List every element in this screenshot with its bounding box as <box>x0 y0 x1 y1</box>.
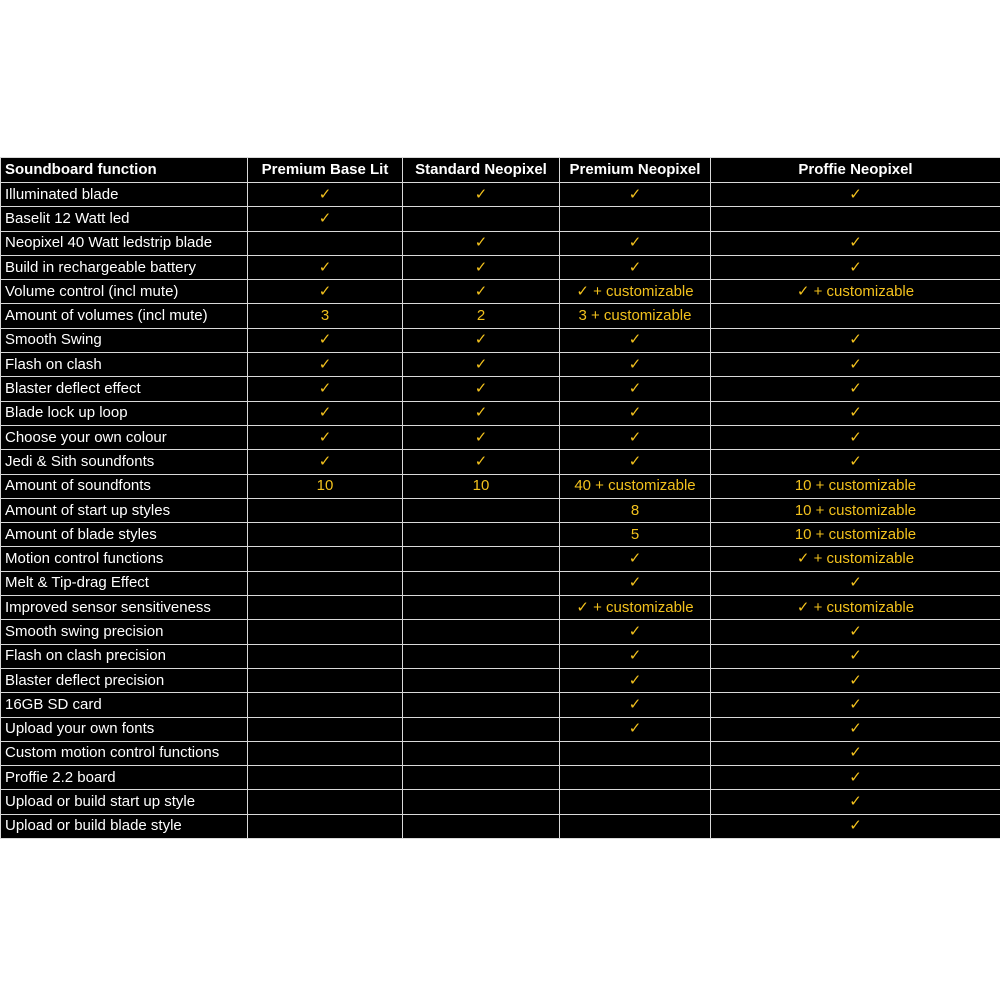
table-row <box>1 377 1000 401</box>
table-row <box>1 596 1000 620</box>
table-row <box>1 693 1000 717</box>
table-row <box>1 450 1000 474</box>
table-cell: 10 <box>248 474 403 498</box>
table-cell: ✓ <box>711 425 1000 449</box>
row-label: Blade lock up loop <box>1 401 248 425</box>
table-cell: ✓ <box>560 401 711 425</box>
table-cell: ✓ <box>403 183 560 207</box>
table-cell: ✓ <box>403 255 560 279</box>
row-label: Amount of soundfonts <box>1 474 248 498</box>
table-cell: ✓ <box>403 353 560 377</box>
table-cell <box>248 547 403 571</box>
table-cell: ✓ <box>560 255 711 279</box>
row-label: Melt & Tip-drag Effect <box>1 571 248 595</box>
table-cell: ✓ <box>403 450 560 474</box>
row-label: Illuminated blade <box>1 183 248 207</box>
table-cell: 3 + customizable <box>560 304 711 328</box>
table-cell <box>248 717 403 741</box>
table-row <box>1 717 1000 741</box>
table-cell: ✓ <box>560 353 711 377</box>
table-cell: ✓ + customizable <box>560 596 711 620</box>
table-cell: ✓ <box>711 328 1000 352</box>
table-cell: ✓ <box>560 450 711 474</box>
row-label: Improved sensor sensitiveness <box>1 596 248 620</box>
table-cell: ✓ <box>711 255 1000 279</box>
table-cell: ✓ <box>403 425 560 449</box>
table-cell: ✓ <box>248 401 403 425</box>
table-cell: ✓ <box>711 620 1000 644</box>
table-cell <box>403 668 560 692</box>
table-cell: ✓ <box>560 644 711 668</box>
row-label: Jedi & Sith soundfonts <box>1 450 248 474</box>
table-cell <box>560 741 711 765</box>
table-row <box>1 790 1000 814</box>
table-cell: ✓ <box>711 668 1000 692</box>
row-label: Flash on clash precision <box>1 644 248 668</box>
table-row <box>1 353 1000 377</box>
table-cell: ✓ <box>403 401 560 425</box>
table-cell: ✓ <box>560 620 711 644</box>
row-label: Choose your own colour <box>1 425 248 449</box>
table-cell: ✓ <box>248 255 403 279</box>
table-cell <box>248 596 403 620</box>
table-cell: ✓ <box>711 353 1000 377</box>
table-row <box>1 255 1000 279</box>
table-cell: ✓ <box>560 693 711 717</box>
row-label: Amount of blade styles <box>1 523 248 547</box>
table-cell: ✓ + customizable <box>711 596 1000 620</box>
table-cell: ✓ <box>560 668 711 692</box>
comparison-table-container <box>0 157 1000 839</box>
table-row <box>1 474 1000 498</box>
table-cell <box>403 814 560 838</box>
row-label: Upload your own fonts <box>1 717 248 741</box>
table-cell: ✓ <box>248 450 403 474</box>
column-header-function: Soundboard function <box>1 158 248 183</box>
table-cell: ✓ <box>711 693 1000 717</box>
table-cell <box>560 207 711 231</box>
table-cell <box>248 620 403 644</box>
column-header-2: Standard Neopixel <box>403 158 560 183</box>
row-label: Proffie 2.2 board <box>1 766 248 790</box>
table-cell: 10 + customizable <box>711 523 1000 547</box>
table-cell: ✓ <box>711 377 1000 401</box>
table-cell <box>403 644 560 668</box>
table-cell <box>403 766 560 790</box>
table-row <box>1 425 1000 449</box>
table-cell: ✓ <box>248 425 403 449</box>
table-cell <box>248 668 403 692</box>
table-cell <box>403 790 560 814</box>
table-row <box>1 766 1000 790</box>
table-cell: 3 <box>248 304 403 328</box>
table-cell <box>248 790 403 814</box>
table-cell <box>403 717 560 741</box>
row-label: Amount of start up styles <box>1 498 248 522</box>
table-cell <box>403 620 560 644</box>
table-cell <box>403 547 560 571</box>
table-cell <box>248 766 403 790</box>
table-cell <box>403 498 560 522</box>
table-cell: ✓ <box>560 547 711 571</box>
table-row <box>1 328 1000 352</box>
table-cell: ✓ <box>560 377 711 401</box>
table-row <box>1 620 1000 644</box>
table-cell: ✓ <box>711 717 1000 741</box>
row-label: 16GB SD card <box>1 693 248 717</box>
table-cell: ✓ <box>560 231 711 255</box>
table-cell: 5 <box>560 523 711 547</box>
table-cell: ✓ <box>711 766 1000 790</box>
table-cell: 10 + customizable <box>711 498 1000 522</box>
table-cell: 2 <box>403 304 560 328</box>
table-row <box>1 498 1000 522</box>
table-cell: ✓ <box>711 571 1000 595</box>
row-label: Neopixel 40 Watt ledstrip blade <box>1 231 248 255</box>
table-row <box>1 741 1000 765</box>
table-cell: ✓ <box>248 183 403 207</box>
table-cell <box>248 644 403 668</box>
table-cell <box>403 523 560 547</box>
table-row <box>1 571 1000 595</box>
table-cell: ✓ <box>711 741 1000 765</box>
table-row <box>1 183 1000 207</box>
column-header-3: Premium Neopixel <box>560 158 711 183</box>
table-cell: ✓ <box>560 425 711 449</box>
table-cell: ✓ <box>248 328 403 352</box>
table-row <box>1 304 1000 328</box>
row-label: Upload or build start up style <box>1 790 248 814</box>
table-cell: ✓ + customizable <box>711 547 1000 571</box>
table-cell: ✓ <box>248 377 403 401</box>
table-cell: ✓ <box>711 450 1000 474</box>
table-cell <box>560 790 711 814</box>
table-row <box>1 644 1000 668</box>
table-row <box>1 207 1000 231</box>
row-label: Blaster deflect precision <box>1 668 248 692</box>
table-row <box>1 401 1000 425</box>
row-label: Flash on clash <box>1 353 248 377</box>
row-label: Motion control functions <box>1 547 248 571</box>
table-cell: ✓ <box>711 183 1000 207</box>
table-row <box>1 280 1000 304</box>
table-row <box>1 523 1000 547</box>
table-row <box>1 668 1000 692</box>
table-cell: ✓ <box>248 353 403 377</box>
header-row <box>1 158 1000 183</box>
table-cell <box>560 814 711 838</box>
table-row <box>1 231 1000 255</box>
table-cell: 8 <box>560 498 711 522</box>
table-row <box>1 547 1000 571</box>
row-label: Build in rechargeable battery <box>1 255 248 279</box>
table-cell: ✓ <box>403 328 560 352</box>
column-header-4: Proffie Neopixel <box>711 158 1000 183</box>
table-row <box>1 814 1000 838</box>
table-cell <box>248 693 403 717</box>
table-cell <box>711 207 1000 231</box>
table-cell: ✓ <box>403 231 560 255</box>
row-label: Amount of volumes (incl mute) <box>1 304 248 328</box>
table-cell <box>403 741 560 765</box>
soundboard-comparison-table <box>0 157 1000 839</box>
row-label: Upload or build blade style <box>1 814 248 838</box>
table-cell: ✓ <box>560 571 711 595</box>
table-body <box>1 183 1000 839</box>
table-cell: ✓ + customizable <box>560 280 711 304</box>
row-label: Smooth swing precision <box>1 620 248 644</box>
table-cell <box>403 207 560 231</box>
table-cell: ✓ <box>711 231 1000 255</box>
row-label: Custom motion control functions <box>1 741 248 765</box>
row-label: Smooth Swing <box>1 328 248 352</box>
table-cell: 40 + customizable <box>560 474 711 498</box>
row-label: Volume control (incl mute) <box>1 280 248 304</box>
column-header-1: Premium Base Lit <box>248 158 403 183</box>
table-cell: ✓ <box>711 644 1000 668</box>
table-cell: ✓ <box>711 790 1000 814</box>
table-cell: ✓ <box>403 377 560 401</box>
table-cell <box>711 304 1000 328</box>
row-label: Blaster deflect effect <box>1 377 248 401</box>
table-cell: ✓ + customizable <box>711 280 1000 304</box>
table-cell: ✓ <box>711 814 1000 838</box>
table-cell: ✓ <box>560 717 711 741</box>
table-cell <box>248 523 403 547</box>
table-cell <box>403 571 560 595</box>
table-cell <box>248 231 403 255</box>
table-cell <box>248 498 403 522</box>
table-cell <box>403 693 560 717</box>
table-cell <box>248 741 403 765</box>
table-cell <box>560 766 711 790</box>
table-cell: ✓ <box>248 280 403 304</box>
table-cell: ✓ <box>560 183 711 207</box>
row-label: Baselit 12 Watt led <box>1 207 248 231</box>
table-cell: ✓ <box>403 280 560 304</box>
table-cell: 10 + customizable <box>711 474 1000 498</box>
table-cell: ✓ <box>711 401 1000 425</box>
table-header <box>1 158 1000 183</box>
table-cell: ✓ <box>560 328 711 352</box>
table-cell <box>403 596 560 620</box>
table-cell: 10 <box>403 474 560 498</box>
table-cell <box>248 571 403 595</box>
table-cell: ✓ <box>248 207 403 231</box>
table-cell <box>248 814 403 838</box>
